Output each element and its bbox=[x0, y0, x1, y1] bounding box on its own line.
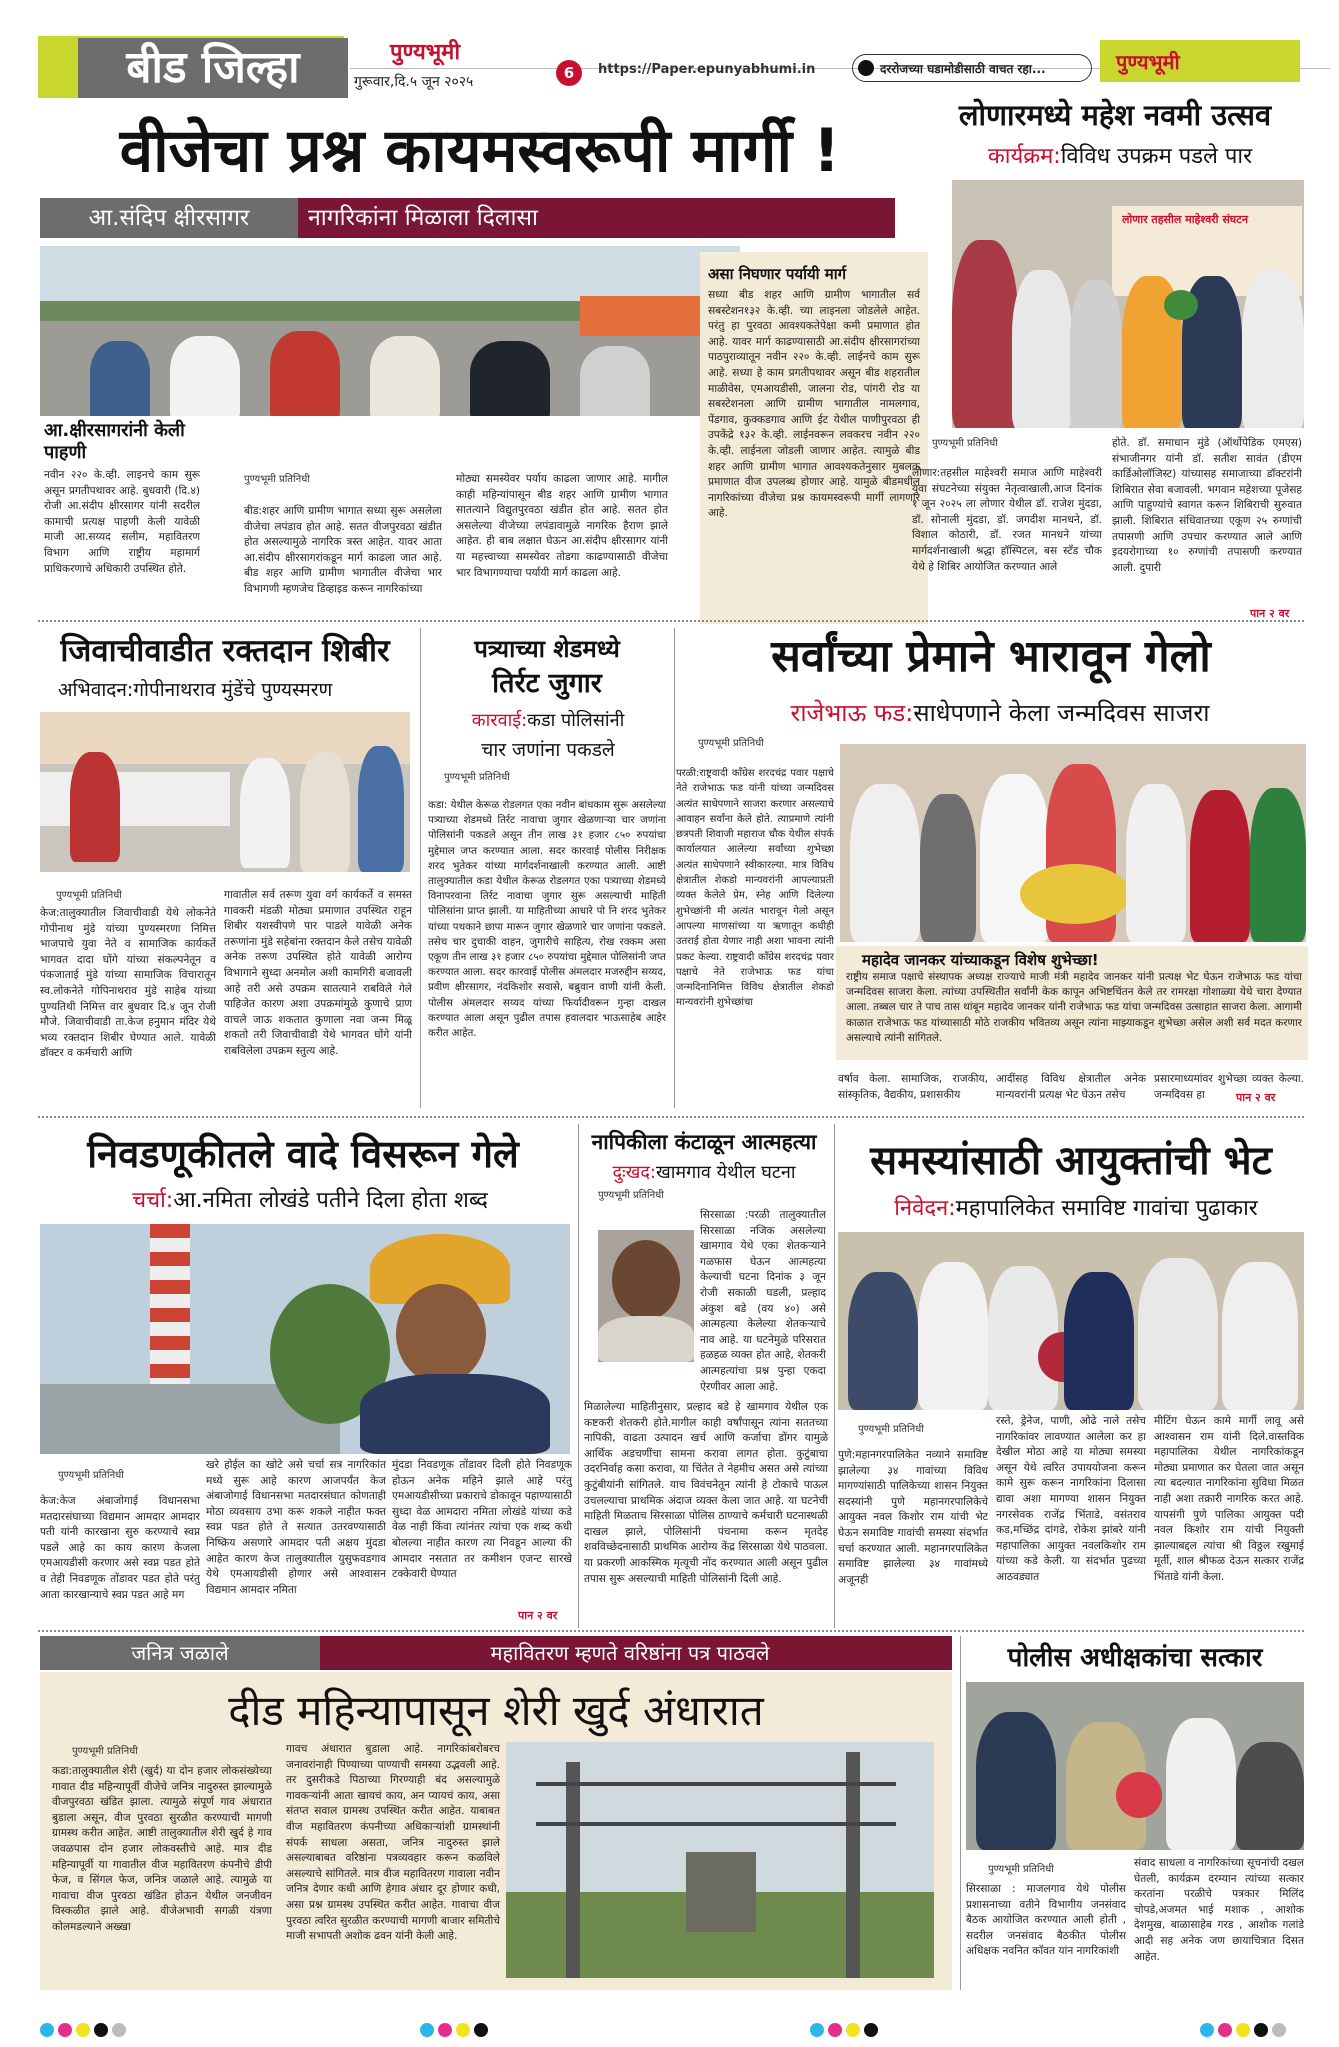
story6-sub bbox=[60, 1184, 560, 1214]
masthead bbox=[0, 0, 1339, 92]
story7-sub bbox=[580, 1160, 828, 1184]
story7-body2: मिळालेल्या माहितीनुसार, प्रल्हाद बडे हे खामगाव येथील एक कष्टकरी शेतकरी होते.मागील काही वर्षांपासून त्यांना सततच्या नापिकी, वाढता उत्पादन खर्च आणि कर्जाचा डोंगर यामुळे आर्थिक अडचणींचा सामना करावा लागत होता. कुटुंबाचा उदरनिर्वाह कसा करावा, या चिंतेत ते नेहमीच असत असे त्यांच्या कुटुंबीयांनी सांगितले. याच विवंचनेतून त्यांनी हे टोकाचे पाऊल उचलल्याचा प्राथमिक अंदाज व्यक्त केला जात आहे. या घटनेची माहिती मिळताच सिरसाळा पोलिस ठाण्याचे कर्मचारी घटनास्थळी दाखल झाले, पोलिसांनी पंचनामा करून मृतदेह शवविच्छेदनासाठी प्राथमिक आरोग्य केंद्र सिरसाळा येथे पाठवला. या प्रकरणी आकस्मिक मृत्यूची नोंद करण्यात आली असून पुढील तपास सुरू असल्याची माहिती पोलिसांनी दिली आहे. bbox=[584, 1401, 828, 1585]
ticker-logo: पुण्यभूमी bbox=[1100, 40, 1300, 82]
ticker-text: दररोजच्या घडामोडीसाठी वाचत रहा... bbox=[880, 62, 1046, 76]
story1-box-title: असा निघणार पर्यायी मार्ग bbox=[708, 265, 847, 283]
story8-sub-text: महापालिकेत समाविष्ट गावांचा पुढाकार bbox=[955, 1196, 1258, 1221]
story5-bottom3: प्रसारमाध्यमांवर शुभेच्छा व्यक्त केल्या. जन्मदिवस हा bbox=[1154, 1073, 1304, 1101]
story10-headline: पोलीस अधीक्षकांचा सत्कार bbox=[1007, 1643, 1263, 1673]
story6-col3: मुंदडा निवडणूक तोंडावर दिली होते निवडणूक होऊन अनेक महिने झाले आहे परंतु एमआयडीसीच्या प्रकाराचे डोकावून पहाण्यासाठी सुध्दा वेळ आमदारा नमिता लोखंडे यांच्या कडे वेळ नाही किंवा त्यांनंतर त्यांचा एक शब्द कधी बोलल्या नाहीत कारण त्या निवडून आल्या की आमदार नसतात तर कमीशन एजन्ट सारखे टक्केवारी घेण्यात bbox=[392, 1459, 572, 1581]
story10-col1: सिरसाळा : माजलगाव येथे पोलीस प्रशासनाच्या वतीने विभागीय जनसंवाद बैठक आयोजित करण्यात आली होती , सदरील जनसंवाद बैठकीत पोलीस अधिक्षक नवनित कॉवत यांन नागरिकांशी bbox=[966, 1883, 1126, 1958]
story8-col1: पुणे:महानगरपालिकेत नव्याने समाविष्ट झालेल्या ३४ गावांच्या विविध मागण्यांसाठी पालिकेच्या शासन नियुक्त सदस्यांनी पुणे महानगरपालिकेचे आयुक्त नवल किशोर राम यांची भेट घेऊन समाविष्ट गावांची समस्या संदर्भात चर्चा करण्यात आली. महानगरपालिकेत समाविष्ट झालेल्या ३४ गावांमध्ये अजूनही bbox=[838, 1449, 988, 1586]
story3-byline: पुण्यभूमी प्रतिनिधी bbox=[56, 890, 122, 901]
story4-sub-text-l1: कडा पोलिसांनी bbox=[527, 710, 625, 731]
story5-headline: सर्वांच्या प्रेमाने भारावून गेलो bbox=[771, 631, 1211, 682]
story4-sub-l2: चार जणांना पकडले bbox=[481, 739, 615, 761]
story5-sub bbox=[700, 696, 1300, 729]
play-icon bbox=[858, 60, 874, 76]
story4-sub-kw: कारवाई: bbox=[471, 710, 528, 731]
story9-byline: पुण्यभूमी प्रतिनिधी bbox=[72, 1746, 138, 1757]
story7-headline: नापिकीला कंटाळून आत्महत्या bbox=[591, 1130, 817, 1154]
divider bbox=[420, 628, 421, 1108]
story9-col2: गावच अंधारात बुडाला आहे. नागरिकांबरोबरच जनावरांनाही पिण्याच्या पाण्याची समस्या उद्भवली आहे. तर दुसरीकडे पिठाच्या गिरण्याही बंद असल्यामुळे गावकऱ्यांनी आता खायचं काय, अन प्यायचं काय, असा संतप्त सवाल ग्रामस्थ उपस्थित करीत आहेत. याबाबत वीज महावितरण कंपनीच्या अधिकाऱ्यांशी ग्रामस्थांनी संपर्क साधला असता, जनित्र नादुरुस्त झाले असल्याबाबत वरिष्ठांना पत्रव्यवहार करून कळविले असल्याचे सांगितले. मात्र वीज महावितरण गावाला नवीन जनित्र देणार कधी आणि हेगाव अंधार दूर होणार कधी, असा प्रश्न ग्रामस्थ उपस्थित करीत आहेत. गावाचा वीज पुरवठा त्वरित सुरळीत करण्याची मागणी बाजार समितीचे माजी सभापती अशोक ढवन यांनी केली आहे. bbox=[286, 1743, 500, 1943]
story4-byline: पुण्यभूमी प्रतिनिधी bbox=[444, 772, 510, 783]
story10-col2: संवाद साधला व नागरिकांच्या सूचनांची दखल घेतली, कार्यक्रम दरम्यान त्यांच्या सत्कार करतांना परळीचे पत्रकार मिलिंद चोपडे,अजमत भाई मशाक , आशोक देशमुख, बाळासाहेब गरड , आशोक गलांडे आदी सह अनेक जण छायाचित्रात दिसत आहेत. bbox=[1134, 1857, 1304, 1963]
story1-photo bbox=[40, 246, 740, 416]
story10-photo bbox=[966, 1682, 1304, 1850]
story2-headline: लोणारमध्ये महेश नवमी उत्सव bbox=[958, 98, 1272, 132]
issue-date: गुरूवार,दि.५ जून २०२५ bbox=[354, 74, 474, 90]
story3-sub bbox=[58, 676, 418, 702]
story8-headline: समस्यांसाठी आयुक्तांची भेट bbox=[870, 1138, 1272, 1184]
story5-left-col: परळी:राष्ट्रवादी काँग्रेस शरदचंद्र पवार पक्षाचे नेते राजेभाऊ फड यांनी यांच्या जन्मदिवस अत्यंत साधेपणाने साजरा करणार असल्याचे आवाहन सर्वांना केले होते. त्याप्रमाणे त्यांनी छत्रपती शिवाजी महाराज चौक येथील संपर्क कार्यालयात आलेल्या सर्वांच्या शुभेच्छा अत्यंत साधेपणाने स्वीकारल्या. मात्र विविध क्षेत्रातील शेकडो मान्यवरांनी आपल्याप्रती व्यक्त केलेले प्रेम, स्नेह आणि दिलेल्या शुभेच्छांनी मी अत्यंत भारावून गेलो असून आपल्या माणसांच्या या ऋणातून कधीही उतराई होता येणार नाही अशा भावना त्यांनी प्रकट केल्या. राष्ट्रवादी काँग्रेस शरदचंद्र पवार पक्षाचे नेते राजेभाऊ फड यांचा जन्मदिनानिमित्त विविध क्षेत्रातील शेकडो मान्यवरांनी शुभेच्छांचा bbox=[676, 768, 834, 1009]
story7-sub-text: खामगाव येथील घटना bbox=[655, 1162, 796, 1183]
story9-photo bbox=[506, 1742, 934, 1978]
story7-byline: पुण्यभूमी प्रतिनिधी bbox=[598, 1190, 664, 1201]
divider bbox=[960, 1636, 961, 1990]
story5-sub-text: साधेपणाने केला जन्मदिवस साजरा bbox=[913, 699, 1210, 727]
story2-byline: पुण्यभूमी प्रतिनिधी bbox=[932, 438, 998, 449]
paper-name: पुण्यभूमी bbox=[390, 40, 461, 65]
story2-sub bbox=[940, 140, 1300, 170]
story2-col2: होते. डॉ. समाधान मुंडे (ऑर्थोपेडिक एमएस) संभाजीनगर यांनी डॉ. सतीश सावंत (डीएम कार्डिओलॉजिस्ट) यांच्यासह समाजाच्या डॉक्टरांनी शिबिरात सेवा बजावली. भगवान महेशच्या पूजेसह आणि पाहुण्यांचे स्वागत करून शिबिराची सुरुवात झाली. शिबिरात संधिवातच्या एकूण २५ रुग्णांची तपासणी आणि उपचार करण्यात आले आणि इदयरोगाच्या १० रुग्णांची तपासणी करण्यात आली. दुपारी bbox=[1112, 437, 1302, 574]
page-number: 6 bbox=[556, 60, 582, 86]
story5-sub-kw: राजेभाऊ फड: bbox=[790, 699, 914, 727]
story8-sub bbox=[846, 1192, 1306, 1222]
story7-body: सिरसाळा :परळी तालुक्यातील सिरसाळा नजिक असलेल्या खामगाव येथे एका शेतकऱ्याने गळफास घेऊन आत्महत्या केल्याची घटना दिनांक ३ जून रोजी सकाळी घडली, प्रल्हाद अंकुश बडे (वय ४०) असे आत्महत्या केलेल्या शेतकऱ्याचे नाव आहे. या घटनेमुळे परिसरात हळहळ व्यक्त होत आहे, शेतकरी आत्महत्यांचा प्रश्न पुन्हा एकदा ऐरणीवर आला आहे. bbox=[700, 1209, 826, 1393]
divider bbox=[578, 1124, 579, 1628]
story4-body: कडा: येथील केरूळ रोडलगत एका नवीन बांधकाम सुरू असलेल्या पत्र्याच्या शेडमध्ये तिर्रट नावाचा जुगार खेळणाऱ्या चार जणांना पोलिसांनी पकडले असून तीन लाख ३१ हजार ८५० रुपयांचा मुद्देमाल जप्त करण्यात आला. सदर कारवाई पोलीस निरीक्षक शरद भुतेकर यांच्या मार्गदर्शनाखाली करण्यात आली. आष्टी तालुक्यातील कडा येथील केरूळ रोडलगत एका पत्र्याच्या शेडमध्ये विनापरवाना तिर्रट नावाचा जुगार सुरू असल्याची माहिती पोलिसांना प्राप्त झाली. या माहितीच्या आधारे पो नि शरद भुतेकर यांच्या पथकाने छापा मारून जुगार खेळणारे चार जणांना पकडले. तसेच चार दुचाकी वाहन, जुगारीचे साहित्य, रोख रक्कम असा एकूण तीन लाख ३१ हजार ८५० रुपयांचा मुद्देमाल पोलिसांनी जप्त करण्यात आला. सदर कारवाई पोलीस अंमलदार मजरुद्दीन सय्यद, प्रवीण क्षीरसागर, नंदकिशोर सवासे, बब्रुवान वाणी यांनी केली. पोलीस अंमलदार सय्यद यांच्या फिर्यादीवरून गुन्हा दाखल करण्यात आला असून पुढील तपास हवालदार भाऊसाहेब आहेर करीत आहेत. bbox=[428, 800, 666, 1040]
story9-col1: कडा:तालुक्यातील शेरी (खुर्द) या दोन हजार लोकसंख्येच्या गावात दीड महिन्यापूर्वी वीजेचे जनित्र नादुरुस्त झाल्यामुळे वीजपुरवठा खंडित झाला. त्यामुळे संपूर्ण गाव अंधारात बुडाला असून, वीज पुरवठा सुरळीत करण्याची मागणी ग्रामस्थ करीत आहेत. आष्टी तालुक्यातील शेरी खुर्द हे गाव जवळपास दोन हजार लोकवस्तीचे आहे. मात्र दीड महिन्यापूर्वी या गावातील वीज महावितरण कंपनीचे डीपी फेज, व सिंगल फेज, जनित्र जळाले आहे. त्यामुळे या गावाचा वीज पुरवठा खंडित होऊन येथील जनजीवन विस्कळीत झाले आहे. वीजेअभावी सगळी यंत्रणा कोलमडल्याने अख्खा bbox=[52, 1765, 272, 1933]
story6-sub-text: आ.नमिता लोखंडे पतीने दिला होता शब्द bbox=[173, 1188, 488, 1213]
story8-sub-kw: निवेदन: bbox=[894, 1196, 956, 1221]
story3-sub-kw: अभिवादन: bbox=[58, 679, 134, 701]
story5-box-title: महादेव जानकर यांच्याकडून विशेष शुभेच्छा! bbox=[862, 951, 1099, 969]
registration-marks-right bbox=[810, 2022, 882, 2041]
paper-url[interactable]: https://Paper.epunyabhumi.in bbox=[598, 62, 816, 77]
story1-headline: वीजेचा प्रश्न कायमस्वरूपी मार्गी ! bbox=[119, 116, 841, 186]
story5-box-text: राष्ट्रीय समाज पक्षाचे संस्थापक अध्यक्ष राज्याचे माजी मंत्री महादेव जानकर यांनी प्रत्यक्ष भेट घेऊन राजेभाऊ फड यांचा जन्मदिवस साजरा केला. त्यांच्या उपस्थितीत सर्वांनी केक कापून अभिष्टचिंतन केले तर रामरक्षा गोशाळ्या येथे चारा देण्यात आला. तब्बल चार ते पाच तास थांबून महादेव जानकर यांनी राजेभाऊ फड यांचा जन्मदिवस उत्साहात साजरा केला. आगामी काळात राजेभाऊ फड यांच्यासाठी मोठे राजकीय भवितव्य असून त्यांना माझ्याकडून शुभेच्छा असेल अशी सर्व मदत करणार असल्याचे त्यांनी सांगितले. bbox=[846, 971, 1302, 1044]
story7-sub-kw: दुःखद: bbox=[612, 1162, 656, 1183]
story6-photo bbox=[40, 1224, 570, 1454]
story6-sub-kw: चर्चा: bbox=[132, 1188, 174, 1213]
story1-caption-title: आ.क्षीरसागरांनी केली पाहणी bbox=[44, 420, 194, 464]
story1-col1: बीड:शहर आणि ग्रामीण भागात सध्या सुरू असलेला वीजेचा लपंडाव होत आहे. सतत वीजपुरवठा खंडीत होत असल्यामुळे नागरिक त्रस्त आहेत. यावर आता आ.संदीप क्षीरसागरांकडून मार्ग काढला जात आहे. बीड शहर आणि ग्रामीण भागातील वीजेचा भार विभागणी म्हणजेच डिव्हाइड करून नागरिकांच्या bbox=[244, 505, 442, 595]
divider bbox=[38, 1630, 1304, 1632]
story2-sub-kw: कार्यक्रम: bbox=[987, 144, 1061, 169]
story1-byline: पुण्यभूमी प्रतिनिधी bbox=[244, 474, 310, 485]
registration-marks-far-right bbox=[1200, 2022, 1290, 2041]
divider bbox=[38, 1116, 1304, 1118]
story2-photo-banner: लोणार तहसील माहेश्वरी संघटन bbox=[1122, 213, 1248, 226]
story8-col3: मीटिंग घेऊन कामे मार्गी लावू असे आश्वासन राम यांनी दिले.वास्तविक महापालिका येथील नागरिकांकडून मोठ्या प्रमाणात कर घेतला जात असून त्या बदल्यात नागरिकांना सुविधा मिळत नाही अशा तक्रारी नागरिक करत आहे. यापसंगी पुणे पालिका आयुक्त पदी नवल किशोर राम यांची नियुक्ती झाल्याबद्दल त्यांचा श्री विठ्ठल रखुमाई मूर्ती, शाल श्रीफळ देऊन सत्कार राजेंद्र भिंताडे यांनी केला. bbox=[1154, 1415, 1304, 1583]
story10-byline: पुण्यभूमी प्रतिनिधी bbox=[988, 1864, 1054, 1875]
story6-col2: खरे होईल का खोटे असे चर्चा सत्र नागरिकांत मध्ये सुरू आहे कारण आजपर्यंत केज अंबाजोगाई विधानसभा मतदारसंघात कोणताही मोठा व्यवसाय उभा करू शकले नाहीत फक्त स्वप्न पडत होते ते सत्यात उतरवण्यासाठी निष्क्रिय असणारे आमदार पती अक्षय मुंदडा आहेत कारण केज तालुक्यातील युसुफवडगाव येथे एमआयडीसी होणार असे आश्वासन विद्यमान आमदार नमिता bbox=[206, 1459, 386, 1596]
story4-headline-l1: पत्र्याच्या शेडमध्ये bbox=[474, 635, 620, 663]
story5-photo bbox=[840, 744, 1306, 942]
story2-photo bbox=[952, 180, 1304, 428]
story5-byline: पुण्यभूमी प्रतिनिधी bbox=[698, 738, 764, 749]
story6-more[interactable]: पान २ वर bbox=[518, 1609, 558, 1622]
story1-banner-left: आ.संदिप क्षीरसागर bbox=[40, 198, 298, 238]
story8-col2: रस्ते, ड्रेनेज, पाणी, ओढे नाले तसेच नागरिकांवर लावण्यात आलेला कर हा देखील मोठा आहे या मोठ्या समस्या असून येथे त्वरित उपाययोजना करून कामे सुरू करून नागरिकांना दिलासा द्यावा अशा मागण्या शासन नियुक्त नगरसेवक राजेंद्र भिंताडे, वसंतराव कड,मच्छिंद्र दांगडे, रोकेश झांबरे यांनी महापालिका आयुक्त नवलकिशोर राम यांच्या कडे केली. या संदर्भात पुढच्या आठवड्यात bbox=[996, 1415, 1146, 1583]
story5-more[interactable]: पान २ वर bbox=[1236, 1091, 1276, 1104]
story8-byline: पुण्यभूमी प्रतिनिधी bbox=[858, 1424, 924, 1435]
story6-byline: पुण्यभूमी प्रतिनिधी bbox=[58, 1470, 124, 1481]
section-title: बीड जिल्हा bbox=[78, 38, 348, 98]
story5-bottom1: वर्षाव केला. सामाजिक, राजकीय, सांस्कृतिक, वैद्यकीय, प्रशासकीय bbox=[838, 1073, 988, 1101]
story9-banner-right: महावितरण म्हणते वरिष्ठांना पत्र पाठवले bbox=[490, 1641, 770, 1665]
story9-headline: दीड महिन्यापासून शेरी खुर्द अंधारात bbox=[228, 1686, 764, 1735]
registration-marks-left bbox=[40, 2022, 130, 2041]
story2-col1: लोणार:तहसील माहेश्वरी समाज आणि माहेश्वरी युवा संघटनेच्या संयुक्त नेतृत्वाखाली,आज दिनांक १ जून २०२५ ला लोणार येथील डॉ. राजेश मुंदडा, डॉ. सोनाली मुंदडा, डॉ. जगदीश मानधने, डॉ. विशाल कोठारी, डॉ. रजत मानधने यांच्या मार्गदर्शनाखाली श्रद्धा हॉस्पिटल, बस स्टँड चौक येथे हे शिबिर आयोजित करण्यात आले bbox=[912, 467, 1102, 573]
story3-sub-text: गोपीनाथराव मुंडेंचे पुण्यस्मरण bbox=[133, 679, 333, 701]
divider bbox=[834, 1124, 835, 1628]
divider bbox=[38, 620, 1304, 622]
story4-sub-l1 bbox=[430, 708, 666, 732]
story3-photo bbox=[40, 712, 410, 872]
story2-more[interactable]: पान २ वर bbox=[1250, 607, 1290, 620]
story3-headline: जिवाचीवाडीत रक्तदान शिबीर bbox=[60, 633, 390, 669]
story1-box-text: सध्या बीड शहर आणि ग्रामीण भागातील सर्व सबस्टेशन१३२ के.व्ही. च्या लाइनला जोडलेले आहेत. परंतु हा पुरवठा आवश्यकतेपेक्षा कमी प्रमाणात होत आहे. यावर मार्ग काढण्यासाठी आ.संदीप क्षीरसागरांच्या पाठपुराव्यातून नवीन २२० के.व्ही. लाईनचे काम सुरू आहे. सध्या हे काम प्रगतीपथावर असून बीड शहरातील माळीवेस, एमआयडीसी, जालना रोड, पांगरी रोड या सबस्टेशनला आणि ग्रामीण भागातील नामलगाव, पेंडगाव, कुक्कडगाव आणि ईट येथील पाणीपुरवठा ही उपकेंद्रे १३२ के.व्ही. लाईनवरून लवकरच नवीन २२० के.व्ही. लाईनला जोडली जाणार आहेत. त्यामुळे बीड शहर आणि ग्रामीण भागात आवश्यकतेनुसार मुबलक प्रमाणात वीज उपलब्ध होणार आहे. यामुळे बीडमधील नागरिकांच्या वीजेचा प्रश्न कायमस्वरूपी मार्गी लागणार आहे. bbox=[708, 289, 920, 520]
story6-col1: केज:केज अंबाजोगाई विधानसभा मतदारसंघाच्या विद्यमान आमदार आमदार पती यांनी कारखाना सुरु करण्याचे स्वप्न पडले आहे का काय कारण केजला एमआयडीसी करणार असे स्वप्न पडत होते व तेही निवडणूक तोंडावर पडत होते परंतु आता कारखान्याचे स्वप्न पडत आहे मग bbox=[40, 1495, 200, 1601]
story1-caption: नवीन २२० के.व्ही. लाइनचे काम सुरू असून प्रगतीपथावर आहे. बुधवारी (दि.४) रोजी आ.संदीप क्षीरसागर यांनी सदरील कामाची प्रत्यक्ष पाहणी केली यावेळी माजी आ.सय्यद सलीम, महावितरण विभाग आणि राष्ट्रीय महामार्ग प्राधिकरणाचे अधिकारी उपस्थित होते. bbox=[44, 469, 200, 575]
story1-banner-right: नागरिकांना मिळाला दिलासा bbox=[308, 205, 538, 231]
story1-col2: मोठ्या समस्येवर पर्याय काढला जाणार आहे. मागील काही महिन्यांपासून बीड शहर आणि ग्रामीण भागात सातत्याने विद्युतपुरवठा खंडीत होत आहे. सतत होत असलेल्या वीजेच्या लपंडावामुळे नागरिक हैराण झाले आहेत. ही बाब लक्षात घेऊन आ.संदीप क्षीरसागर यांनी या महत्त्वाच्या समस्येवर तोडगा काढण्यासाठी वीजेचा भार विभागण्याचा पर्यायी मार्ग काढला आहे. bbox=[456, 473, 668, 579]
story3-col1: केज:तालुक्यातील जिवाचीवाडी येथे लोकनेते गोपीनाथ मुंडे यांच्या पुण्यस्मरणा निमित्त भाजपाचे युवा नेते व सामाजिक कार्यकर्ते भागवत दादा घोंगे यांच्या संकल्पनेतून व पंकजाताई मुंडे यांच्या सामाजिक विचारातून स्व.लोकनेते गोपिनाथराव मुंडे साहेब यांच्या पुण्यतिथी निमित्त वार बुधवार दि.४ जून रोजी मौजे. जिवाचीवाडी ता.केज हनुमान मंदिर येथे भव्य रक्तदान शिबीर घेण्यात आले. यावेळी डॉक्टर व कर्मचारी आणि bbox=[40, 907, 216, 1060]
divider bbox=[674, 628, 675, 1108]
story6-headline: निवडणूकीतले वादे विसरून गेले bbox=[87, 1132, 519, 1176]
story4-headline-l2: तिर्रट जुगार bbox=[492, 668, 602, 699]
story9-banner-left: जनित्र जळाले bbox=[40, 1636, 320, 1670]
story2-sub-text: विविध उपक्रम पडले पार bbox=[1060, 144, 1253, 169]
story5-bottom2: आदींसह विविध क्षेत्रातील अनेक मान्यवरांनी प्रत्यक्ष भेट घेऊन तसेच bbox=[996, 1073, 1146, 1101]
story8-photo bbox=[838, 1232, 1304, 1410]
story3-col2: गावातील सर्व तरूण युवा वर्ग कार्यकर्ते व समस्त गावकरी मंडळी मोठ्या प्रमाणात उपस्थित राहून शिबीर यशस्वीपणे पार पाडले यावेळी अनेक तरूणांना मुंडे सहेबांना रक्तदान केले तसेच यावेळी अनेक तरूण उपस्थित होते यावेळी आरोग्य विभागाने सुध्दा अनमोल अशी कामगिरी बजावली आहे तरी असे उपक्रम सातत्याने राबविले गेले पाहिजेत कारण अशा उपक्रमांमुळे कुणाचे प्राण वाचले जाऊ शकतात कुणाला नवा जन्म मिळू शकतो तरी जिवाचीवाडी येथे भागवत घोंगे यांनी राबविलेला उपक्रम स्तुत्य आहे. bbox=[224, 889, 412, 1057]
registration-marks-center bbox=[420, 2022, 492, 2041]
